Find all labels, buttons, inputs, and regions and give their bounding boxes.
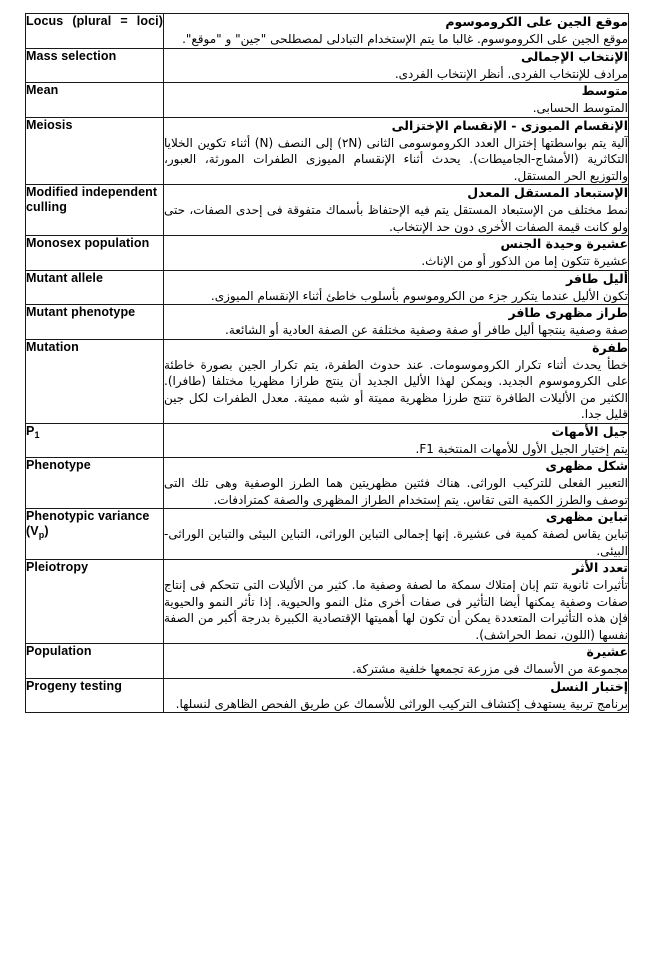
term-cell [26, 83, 164, 118]
arabic-definition-text: تأثيرات ثانوية تتم إبان إمتلاك سمكة ما لصفة وصفية ما. كثير من الأليلات التى تتحكم فى إنتاج صفات وصفية يمكنها أيضا التأثير فى صفات أخرى مثل النمو والحيوية. إذا تأثر النمو والحيوية فإن هذه التأثيرات المتعددة يمكن أن تكون لها أهميتها الإقتصادية الكبيرة بدرجة أكبر من الصفة نفسها (اللون، نمط الحراشف). [164, 578, 628, 642]
english-term: Locus (plural = loci) [26, 14, 163, 28]
arabic-definition-text: نمط مختلف من الإستبعاد المستقل يتم فيه الإحتفاظ بأسماك متفوقة فى إحدى الصفات، حتى ولو كانت قيمة الصفات الأخرى دون حد الإنتخاب. [164, 203, 628, 234]
arabic-term-heading: طفرة [592, 339, 628, 355]
definition-cell [164, 14, 629, 49]
term-cell [26, 678, 164, 713]
definition-cell [164, 117, 629, 185]
term-cell [26, 236, 164, 271]
glossary-row [26, 270, 629, 305]
arabic-term-heading: الإستبعاد المستقل المعدل [467, 185, 628, 200]
term-cell [26, 305, 164, 340]
term-cell [26, 339, 164, 423]
english-term: Phenotypic variance $(V_p)$ [26, 509, 150, 540]
english-term: Phenotype [26, 458, 91, 472]
arabic-term-heading: إختبار النسل [550, 678, 628, 694]
english-term: Modified independent culling [26, 185, 158, 214]
glossary-row [26, 644, 629, 679]
term-cell [26, 423, 164, 458]
glossary-row [26, 678, 629, 713]
arabic-term-heading: عشيرة وحيدة الجنس [500, 236, 628, 251]
glossary-table-body [26, 14, 629, 713]
arabic-term-heading: عشيرة [586, 644, 628, 659]
glossary-row [26, 48, 629, 83]
term-cell [26, 48, 164, 83]
glossary-row [26, 423, 629, 458]
glossary-row [26, 117, 629, 185]
arabic-term-heading: موقع الجين على الكروموسوم [445, 14, 628, 29]
english-term: Mutant phenotype [26, 305, 136, 319]
english-term: Monosex population [26, 236, 150, 250]
definition-cell [164, 305, 629, 340]
glossary-row [26, 305, 629, 340]
english-term: Population [26, 644, 92, 658]
arabic-definition-text: المتوسط الحسابى. [532, 101, 628, 115]
definition-cell [164, 560, 629, 644]
arabic-definition-text: عشيرة تتكون إما من الذكور أو من الإناث. [421, 254, 628, 268]
definition-cell [164, 509, 629, 560]
english-term: Mass selection [26, 48, 117, 63]
page-left-margin [0, 0, 14, 976]
definition-cell [164, 270, 629, 305]
term-subscript: 1 [34, 429, 40, 440]
arabic-term-heading: طراز مظهرى طافر [508, 305, 628, 320]
arabic-definition-text: يتم إختيار الجيل الأول للأمهات المنتخبة F1. [415, 441, 628, 456]
arabic-definition-text: خطأ يحدث أثناء تكرار الكروموسومات. عند حدوث الطفرة، يتم تكرار الجين بصورة خاطئة على الكروموسوم الجديد. ويمكن لهذا الأليل الجديد أن ينتج طرازا مظهريا مختلفا (طافرا). الكثير من الأليلات الطافرة تنتج طرزا مظهرية مميتة أو شبه مميتة. معدل الطفرات لكل جين قليل جدا. [164, 357, 628, 421]
arabic-definition-text: برنامج تربية يستهدف إكتشاف التركيب الوراثى للأسماك عن طريق الفحص الظاهرى لنسلها. [175, 696, 628, 711]
term-cell [26, 458, 164, 509]
arabic-definition-text: تكون الأليل عندما يتكرر جزء من الكروموسوم بأسلوب خاطئ أثناء الإنقسام الميوزى. [210, 288, 628, 303]
term-cell [26, 185, 164, 236]
glossary-row [26, 14, 629, 49]
glossary-row [26, 458, 629, 509]
definition-cell [164, 83, 629, 118]
english-term: $P_1$ [26, 423, 40, 440]
glossary-row [26, 236, 629, 271]
arabic-term-heading: الإنقسام الميوزى - الإنقسام الإختزالى [391, 117, 628, 133]
definition-cell [164, 48, 629, 83]
arabic-term-heading: جيل الأمهات [551, 423, 628, 439]
definition-cell [164, 339, 629, 423]
definition-cell [164, 678, 629, 713]
arabic-term-heading: تعدد الأثر [572, 560, 628, 575]
term-cell [26, 560, 164, 644]
arabic-definition-text: تباين يقاس لصفة كمية فى عشيرة. إنها إجمالى التباين الوراثى، التباين البيئى والتباين الوراثى-البيئى. [164, 527, 628, 558]
english-term: Progeny testing [26, 678, 122, 693]
definition-cell [164, 185, 629, 236]
arabic-definition-text: آلية يتم بواسطتها إختزال العدد الكروموسومى الثانى (٢N) إلى النصف (N) أثناء تكوين الخلايا التكاثرية (الأمشاج-الجاميطات). يحدث أثناء الإنقسام الميوزى الطفرات المورثة، العبور، والتوزيع الحر المستقل. [164, 135, 628, 183]
glossary-row [26, 83, 629, 118]
english-term: Pleiotropy [26, 560, 89, 574]
term-cell [26, 509, 164, 560]
english-term: Mean [26, 83, 59, 97]
page-bottom-margin [0, 930, 651, 976]
arabic-definition-text: صفة وصفية ينتجها أليل طافر أو صفة وصفية مختلفة عن الصفة العادية أو الشائعة. [225, 323, 628, 337]
glossary-row [26, 185, 629, 236]
arabic-definition-text: التعبير الفعلى للتركيب الوراثى. هناك فئتين مظهريتين هما الطرز الوصفية وهى تلك التى توصف والطرز الكمية التى تقاس. يتم إستخدام الطراز المظهرى والصفة كمترادفات. [164, 476, 628, 507]
definition-cell [164, 458, 629, 509]
definition-cell [164, 236, 629, 271]
glossary-row [26, 560, 629, 644]
glossary-row [26, 339, 629, 423]
arabic-term-heading: الإنتخاب الإجمالى [520, 48, 628, 64]
term-cell [26, 644, 164, 679]
glossary-table [25, 13, 629, 713]
glossary-row [26, 509, 629, 560]
term-cell [26, 14, 164, 49]
arabic-term-heading: تباين مظهرى [545, 509, 628, 524]
english-term: Mutant allele [26, 270, 104, 285]
definition-cell [164, 644, 629, 679]
term-subscript: p [38, 529, 45, 540]
arabic-definition-text: مرادف للإنتخاب الفردى. أنظر الإنتخاب الفردى. [394, 66, 628, 81]
arabic-term-heading: شكل مظهرى [545, 458, 628, 473]
arabic-definition-text: موقع الجين على الكروموسوم. غالبا ما يتم الإستخدام التبادلى لمصطلحى "جين" و "موقع". [182, 32, 628, 46]
arabic-term-heading: متوسط [581, 83, 628, 98]
arabic-definition-text: مجموعة من الأسماك فى مزرعة تجمعها خلفية مشتركة. [352, 662, 628, 676]
definition-cell [164, 423, 629, 458]
english-term: Mutation [26, 339, 79, 354]
english-term: Meiosis [26, 117, 73, 132]
term-cell [26, 270, 164, 305]
arabic-term-heading: أليل طافر [565, 270, 628, 286]
term-cell [26, 117, 164, 185]
